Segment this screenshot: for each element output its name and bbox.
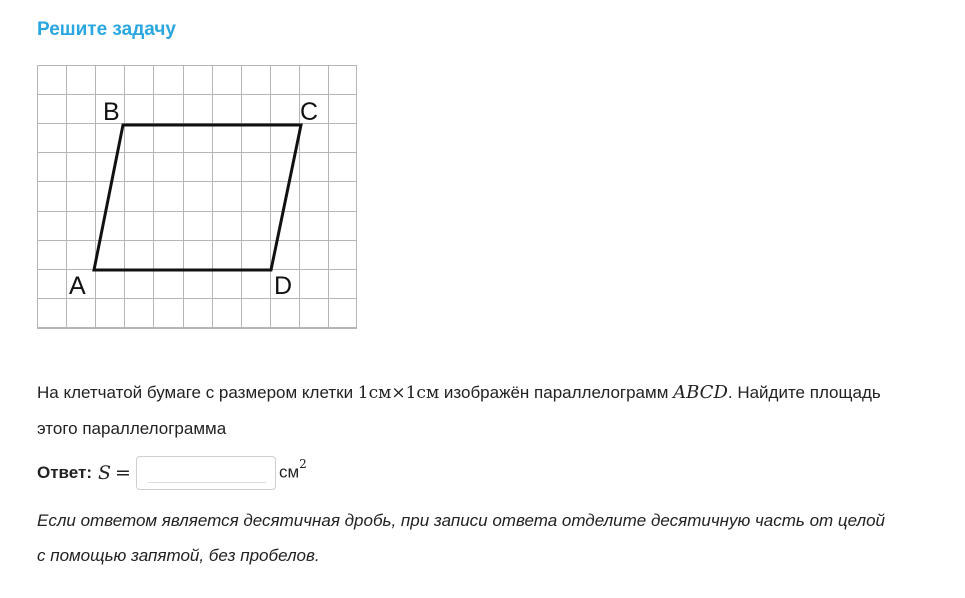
answer-variable: S [98, 462, 112, 484]
task-title: Решите задачу [37, 19, 176, 40]
answer-unit-power: 2 [299, 456, 307, 471]
answer-input[interactable] [136, 456, 276, 490]
vertex-label-a: A [69, 272, 86, 300]
problem-statement [37, 375, 917, 447]
problem-text-part2: изображён параллелограмм [439, 383, 674, 402]
problem-text-part1: На клетчатой бумаге с размером клетки [37, 383, 358, 402]
answer-label: Ответ: [37, 463, 92, 482]
answer-equals-sign: = [115, 462, 131, 484]
problem-text-part3: . Найдите площадь этого параллелограмма [37, 383, 881, 438]
parallelogram-drawing [37, 65, 357, 329]
math-cell-size-2: 1см [405, 383, 440, 403]
math-times-sign: × [391, 383, 406, 403]
math-figure-name: ABCD [673, 382, 728, 403]
answer-unit-text: см [278, 462, 300, 482]
vertex-label-b: B [103, 98, 120, 126]
answer-unit [278, 456, 307, 483]
vertex-label-d: D [274, 272, 293, 300]
grid-figure [37, 65, 357, 329]
answer-row [37, 455, 307, 491]
answer-format-hint: Если ответом является десятичная дробь, при записи ответа отделите десятичную часть от целой с помощью запятой, без пробелов. [37, 511, 886, 565]
vertex-label-c: C [300, 98, 319, 126]
math-cell-size-1: 1см [357, 383, 392, 403]
